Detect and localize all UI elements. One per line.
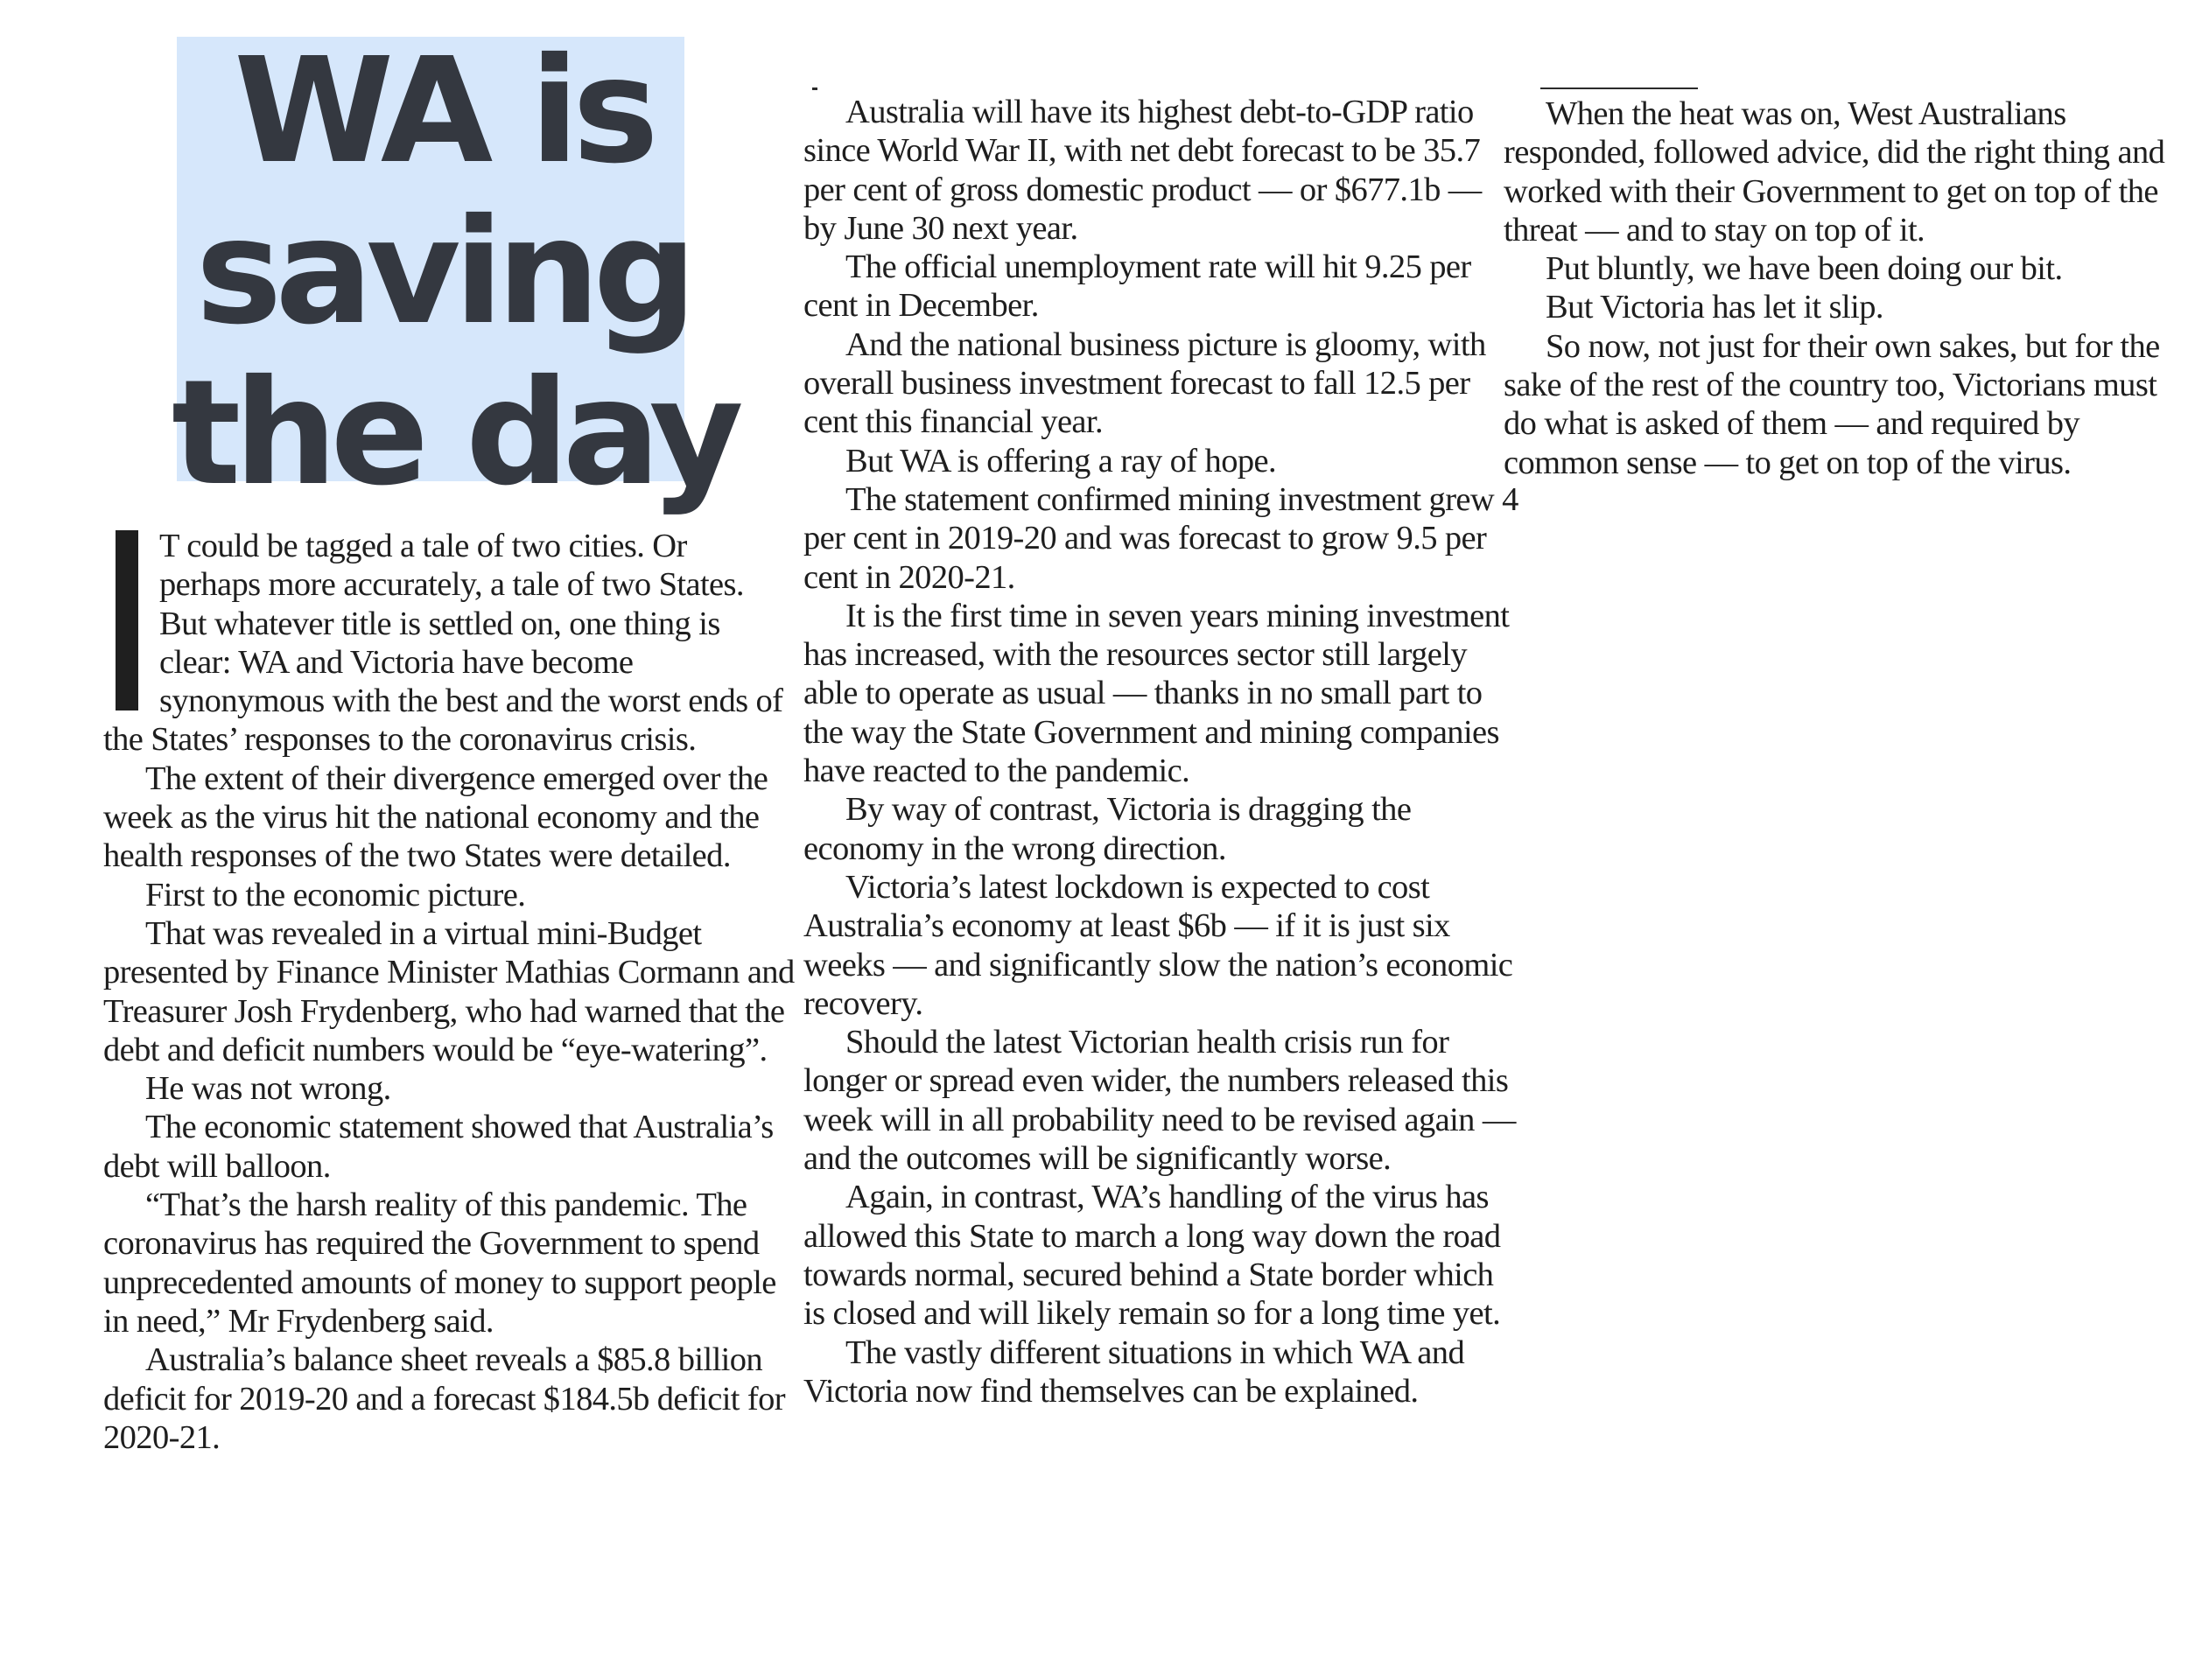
headline-line-3: the day bbox=[172, 349, 737, 518]
paragraph: The statement confirmed mining investment grew 4 per cent in 2019-20 and was forecast to grow 9.5 per cent in 2020-21. bbox=[803, 480, 1518, 596]
paragraph: The extent of their divergence emerged over the week as the virus hit the national economy and the health responses of the two States were detailed. bbox=[103, 760, 768, 875]
paragraph: So now, not just for their own sakes, but for the sake of the rest of the country too, Victorians must do what is asked of them — and required by common sense — to get on top of the virus. bbox=[1504, 327, 2160, 481]
paragraph: Should the latest Victorian health crisis run for longer or spread even wider, the numbers released this week will in all probability need to be revised again — and the outcomes will be significantly worse. bbox=[803, 1024, 1516, 1178]
paragraph: It is the first time in seven years mining investment has increased, with the resources sector still largely able to operate as usual — thanks in no small part to the way the State Government and mining companies have reacted to the pandemic. bbox=[803, 597, 1510, 790]
paragraph: Australia will have its highest debt-to-GDP ratio since World War II, with net debt forecast to be 35.7 per cent of gross domestic product — or $677.1b — by June 30 next year. bbox=[803, 94, 1482, 247]
paragraph: The official unemployment rate will hit 9.25 per cent in December. bbox=[803, 248, 1471, 325]
paragraph: That was revealed in a virtual mini-Budget presented by Finance Minister Mathias Cormann and Treasurer Josh Frydenberg, who had warned that the debt and deficit numbers would be “eye-watering”. bbox=[103, 914, 795, 1068]
cropped-text-fragment bbox=[812, 88, 817, 90]
paragraph: Victoria’s latest lockdown is expected to cost Australia’s economy at least $6b — if it is just six weeks — and significantly slow the nation’s economic recovery. bbox=[803, 868, 1513, 1022]
headline bbox=[172, 27, 737, 518]
article-column-1 bbox=[103, 527, 795, 1457]
cropped-text-fragment bbox=[1540, 88, 1698, 89]
paragraph: But Victoria has let it slip. bbox=[1546, 289, 1883, 326]
paragraph: T could be tagged a tale of two cities. Or perhaps more accurately, a tale of two States. But whatever title is settled on, one thing is clear: WA and Victoria have become synonymous with the best and the worst ends of the States’ responses to the coronavirus crisis. bbox=[103, 528, 783, 759]
paragraph: “That’s the harsh reality of this pandemic. The coronavirus has required the Government to spend unprecedented amounts of money to support people in need,” Mr Frydenberg said. bbox=[103, 1186, 776, 1340]
paragraph: Put bluntly, we have been doing our bit. bbox=[1546, 250, 2063, 288]
paragraph: First to the economic picture. bbox=[145, 876, 526, 914]
paragraph: And the national business picture is gloomy, with overall business investment forecast to fall 12.5 per cent this financial year. bbox=[803, 326, 1486, 441]
paragraph: But WA is offering a ray of hope. bbox=[845, 442, 1277, 480]
paragraph: By way of contrast, Victoria is dragging the economy in the wrong direction. bbox=[803, 791, 1412, 867]
headline-line-2: saving bbox=[195, 188, 691, 357]
paragraph: He was not wrong. bbox=[145, 1070, 391, 1108]
paragraph: When the heat was on, West Australians responded, followed advice, did the right thing and worked with their Government to get on top of the threat — and to stay on top of it. bbox=[1504, 95, 2165, 248]
paragraph: Again, in contrast, WA’s handling of the virus has allowed this State to march a long way down the road towards normal, secured behind a State border which is closed and will likely remain so for a long time yet. bbox=[803, 1179, 1501, 1333]
article-column-3 bbox=[1504, 94, 2186, 482]
article-column-2 bbox=[803, 93, 1521, 1410]
dropcap-i bbox=[116, 530, 138, 710]
paragraph: Australia’s balance sheet reveals a $85.8 billion deficit for 2019-20 and a forecast $184.5b deficit for 2020-21. bbox=[103, 1341, 786, 1456]
headline-line-1: WA is bbox=[234, 27, 652, 196]
paragraph: The economic statement showed that Australia’s debt will balloon. bbox=[103, 1109, 774, 1185]
paragraph: The vastly different situations in which WA and Victoria now find themselves can be explained. bbox=[803, 1334, 1465, 1410]
